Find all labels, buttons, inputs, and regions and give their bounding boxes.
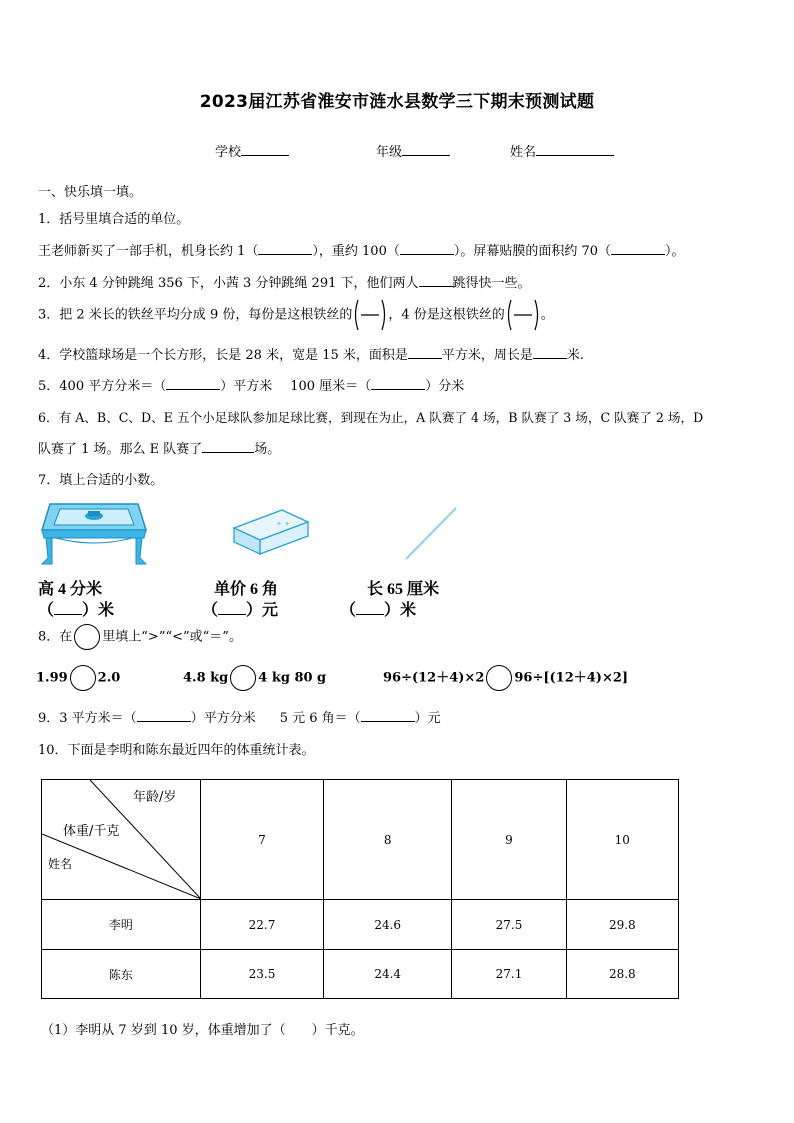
- q10-prompt: 10．下面是李明和陈东最近四年的体重统计表。: [38, 743, 315, 758]
- q4-text-b: 平方米，周长是: [441, 348, 533, 363]
- q7-unit-2: 元: [262, 602, 279, 619]
- q9-text-d: ）元: [414, 711, 441, 726]
- q1-blank-3[interactable]: [611, 242, 665, 255]
- name-cell: 陈东: [42, 950, 201, 999]
- q8-compare-1: [36, 665, 120, 691]
- name-field: [510, 141, 614, 160]
- q5-text-b: ）平方米: [220, 379, 273, 394]
- age-cell: 9: [452, 780, 566, 900]
- compare-circle-3[interactable]: [486, 665, 512, 691]
- q1-prompt: 1．括号里填合适的单位。: [38, 212, 190, 227]
- name-label: 姓名: [510, 145, 537, 160]
- grade-label: 年级: [376, 145, 403, 160]
- q1-text-d: ）。: [665, 244, 685, 259]
- q5-text-d: ）分米: [425, 379, 465, 394]
- q4-text-c: 米.: [566, 348, 585, 363]
- value-cell: 22.7: [200, 900, 323, 950]
- q8-text-a: 8．在: [38, 629, 73, 645]
- school-label: 学校: [215, 145, 242, 160]
- q4-blank-1[interactable]: [408, 346, 442, 359]
- q6-text-a: 队赛了 1 场。那么 E 队赛了: [38, 442, 203, 457]
- desk-icon: [36, 500, 152, 568]
- q7-blank-2[interactable]: [218, 602, 246, 615]
- q1-blank-2[interactable]: [400, 242, 454, 255]
- q8-c1-right: 2.0: [97, 670, 121, 686]
- value-cell: 23.5: [200, 950, 323, 999]
- value-cell: 27.1: [452, 950, 566, 999]
- q7-answer-1: （ ）米: [38, 602, 115, 619]
- q9-text-b: ）平方分米: [190, 711, 256, 726]
- eraser-icon: [230, 508, 312, 556]
- corner-cell: [42, 780, 201, 900]
- grade-field: [376, 141, 450, 160]
- age-cell: 7: [200, 780, 323, 900]
- q2-text-a: 2．小东 4 分钟跳绳 356 下，小茜 3 分钟跳绳 291 下，他们两人: [38, 276, 419, 291]
- svg-text:✦ ✦: ✦ ✦: [276, 520, 290, 528]
- q1-blank-1[interactable]: [258, 242, 312, 255]
- value-cell: 27.5: [452, 900, 566, 950]
- q1-line: [38, 240, 685, 259]
- fraction-blank-2[interactable]: [505, 298, 541, 332]
- q8-prompt: [38, 624, 242, 650]
- q6-blank[interactable]: [202, 440, 254, 453]
- q7-blank-3[interactable]: [356, 602, 384, 615]
- q9-text-c: 5 元 6 角＝（: [279, 711, 361, 726]
- page-title: 2023届江苏省淮安市涟水县数学三下期末预测试题: [199, 92, 595, 112]
- name-cell: 李明: [42, 900, 201, 950]
- q8-compare-3: [383, 665, 628, 691]
- q9-text-a: 9．3 平方米＝（: [38, 711, 137, 726]
- q7-answer-2: （ ）元: [202, 602, 279, 619]
- q7-unit-3: 米: [400, 602, 417, 619]
- value-cell: 24.6: [324, 900, 452, 950]
- q2-line: [38, 272, 531, 291]
- q9-blank-2[interactable]: [361, 709, 415, 722]
- compare-circle-1[interactable]: [70, 665, 96, 691]
- q1-text-c: ）。屏幕贴膜的面积约 70（: [453, 244, 612, 259]
- diagonal-lines: [42, 780, 201, 899]
- q5-blank-1[interactable]: [166, 377, 220, 390]
- q2-text-b: 跳得快一些。: [452, 276, 531, 291]
- q5-text-a: 5．400 平方分米＝（: [38, 379, 167, 394]
- q7-label-2: 单价 6 角: [214, 581, 279, 598]
- q5-line: [38, 375, 464, 394]
- q2-blank[interactable]: [419, 274, 453, 287]
- school-blank[interactable]: [241, 143, 289, 156]
- q8-c2-left: 4.8 kg: [183, 670, 229, 686]
- corner-weight-label: 体重/千克: [63, 824, 120, 839]
- q5-text-c: 100 厘米＝（: [290, 379, 372, 394]
- q7-prompt: 7．填上合适的小数。: [38, 473, 164, 488]
- value-cell: 24.4: [324, 950, 452, 999]
- stick-icon: [402, 505, 460, 563]
- table-header-row: [42, 780, 679, 900]
- q6-text-b: 场。: [254, 442, 281, 457]
- q4-line: [38, 344, 584, 363]
- compare-circle-icon: [74, 624, 100, 650]
- q4-blank-2[interactable]: [533, 346, 567, 359]
- fraction-blank-1[interactable]: [352, 298, 388, 332]
- q7-blank-1[interactable]: [54, 602, 82, 615]
- q6-line-1: 6．有 A、B、C、D、E 五个小足球队参加足球比赛，到现在为止，A 队赛了 4 场，B 队赛了 3 场，C 队赛了 2 场，D: [38, 410, 704, 425]
- q8-c3-left: 96÷(12＋4)×2: [383, 670, 485, 686]
- q9-line: [38, 707, 441, 726]
- q3-text-b: ，4 份是这根铁丝的: [388, 307, 505, 323]
- q7-label-1: 高 4 分米: [38, 581, 103, 598]
- table-row: [42, 900, 679, 950]
- q5-blank-2[interactable]: [371, 377, 425, 390]
- q3-line: [38, 298, 554, 332]
- q4-text-a: 4．学校篮球场是一个长方形，长是 28 米，宽是 15 米，面积是: [38, 348, 408, 363]
- table-row: [42, 950, 679, 999]
- q1-text-a: 王老师新买了一部手机，机身长约 1（: [38, 244, 259, 259]
- school-field: [215, 141, 289, 160]
- section-heading: 一、快乐填一填。: [38, 185, 143, 200]
- value-cell: 29.8: [566, 900, 678, 950]
- q8-c2-right: 4 kg 80 g: [258, 670, 327, 686]
- weight-table: [41, 779, 679, 999]
- grade-blank[interactable]: [402, 143, 450, 156]
- q8-c3-right: 96÷[(12＋4)×2]: [514, 670, 629, 686]
- corner-name-label: 姓名: [48, 857, 73, 871]
- q8-text-b: 里填上“>”“<”或“＝”。: [102, 629, 242, 645]
- q10-sub-1: （1）李明从 7 岁到 10 岁，体重增加了（ ）千克。: [41, 1023, 364, 1038]
- q8-c1-left: 1.99: [36, 670, 68, 686]
- corner-age-label: 年龄/岁: [133, 790, 177, 805]
- q6-line-2: [38, 438, 280, 457]
- q9-blank-1[interactable]: [137, 709, 191, 722]
- compare-circle-2[interactable]: [230, 665, 256, 691]
- q3-text-a: 3．把 2 米长的铁丝平均分成 9 份，每份是这根铁丝的: [38, 307, 353, 323]
- value-cell: 28.8: [566, 950, 678, 999]
- q7-answer-3: （ ）米: [340, 602, 417, 619]
- age-cell: 10: [566, 780, 678, 900]
- q7-unit-1: 米: [98, 602, 115, 619]
- q3-text-c: 。: [540, 307, 554, 323]
- q1-text-b: ），重约 100（: [312, 244, 400, 259]
- name-blank[interactable]: [536, 143, 614, 156]
- q8-compare-2: [183, 665, 326, 691]
- q7-label-3: 长 65 厘米: [367, 581, 440, 598]
- age-cell: 8: [324, 780, 452, 900]
